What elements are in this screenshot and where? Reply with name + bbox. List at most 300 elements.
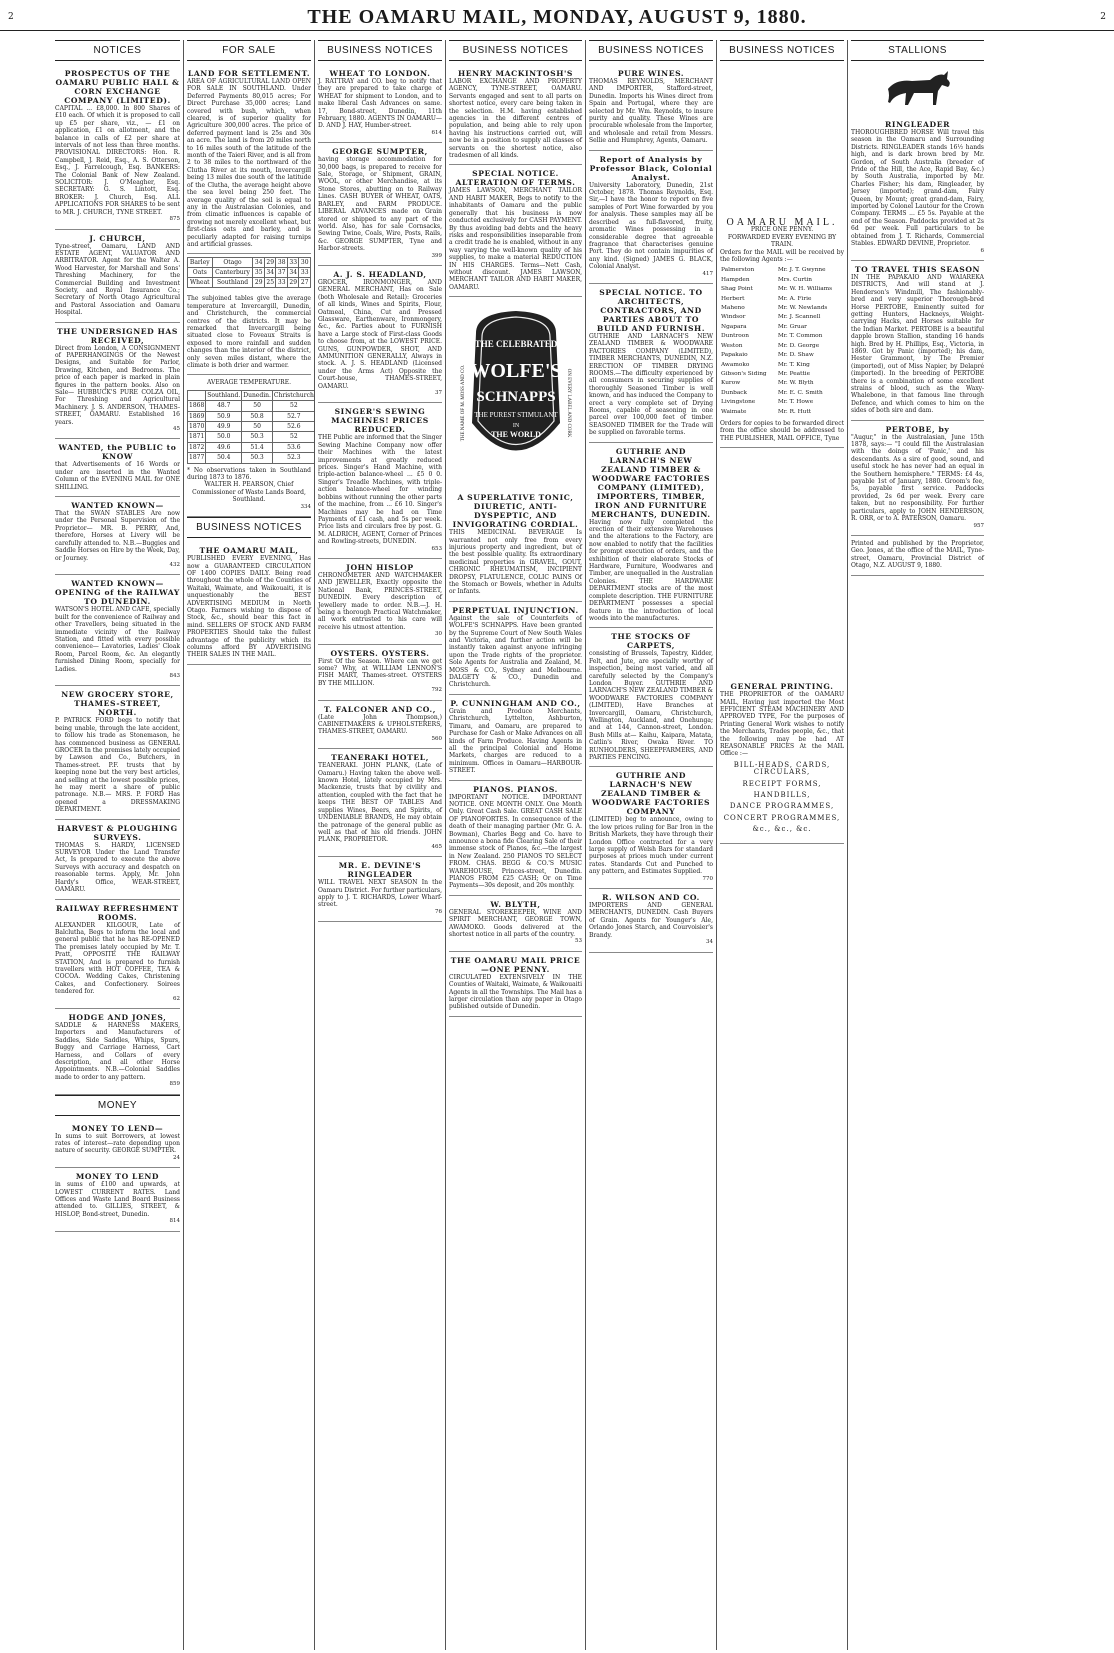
- column-business-3: [314, 40, 445, 1650]
- table-cell: 50.9: [206, 411, 242, 421]
- ad-body: "Augur," in the Australasian, June 15th 1878, says:— "I could fill the Australasian with the doings of 'Panic,' and his descendants. As a sire of good, sound, and useful stock he has never had an equal in the Southern hemisphere." TERMS: £4 4s, payable 1st of January, 1880. Groom's fee, 5s, payable first service. Paddocks provided, 2s 6d per week. Every care taken, but no responsibility. For further particulars, apply to JOHN HENDERSON, R. ORR, or to A. PATERSON, Oamaru.: [851, 433, 984, 523]
- table-cell: Ngapara: [721, 323, 747, 330]
- ad-body: SADDLE & HARNESS MAKERS, Importers and Manufacturers of Saddles, Side Saddles, Whips, Spurs, Buggy and Carriage Harness, Cart Harness, and Collars of every description, and all other Horse Appointments. N.B.—Colonial Saddles made to order to any pattern.: [55, 1021, 180, 1081]
- table-cell: Oats: [188, 268, 213, 278]
- ad-body: ALEXANDER KILGOUR, Late of Balclutha, Begs to inform the local and general public that he has RE-OPENED The premises lately occupied by Mr. T. Pratt, OPPOSITE THE RAILWAY STATION, And is prepared to furnish travellers with HOT COFFEE, TEA & COCOA. Wedding Cakes, Christening Cakes, and Confectionery. Soirees tendered for.: [55, 921, 180, 996]
- table-cell: Mr. A. Firie: [777, 295, 812, 302]
- table-row: [720, 266, 844, 275]
- table-cell: 33: [277, 279, 286, 287]
- ad-ref: 875: [169, 216, 180, 223]
- table-row: [720, 351, 844, 360]
- ad-body: THIS MEDICINAL BEVERAGE Is warranted not only free from every injurious property and ingredient, but of the best possible quality. Its extraordinary medicinal properties in GRAVEL, GOUT, CHRONIC RHEUMATISM, INCIPIENT DROPSY, FLATULENCE, COLIC PAINS Of the Stomach or Bowels, whether in Adults or Infants.: [449, 529, 582, 596]
- table-note: The subjoined tables give the average temperature at Invercargill, Dunedin, and Christchurch, the commercial centres of the districts. It may be remarked that Invercargill being situated close to Foveaux Straits is exposed to more rainfall and sudden changes than the interior of the district, only seven miles distant, where the climate is both drier and warmer.: [187, 291, 311, 375]
- table-row: [720, 285, 844, 294]
- advertisement: [318, 266, 442, 404]
- table-row: [720, 332, 844, 341]
- table-cell: Mr. W. Newlands: [777, 305, 828, 312]
- section-heading-business: BUSINESS NOTICES: [318, 40, 442, 61]
- table-cell: 25: [266, 279, 275, 287]
- table-cell: Kurow: [721, 380, 741, 387]
- advertisement: [449, 695, 582, 781]
- advertisement: [851, 116, 984, 261]
- ad-body: That the SWAN STABLES Are now under the Personal Supervision of the Proprietor— MR. B. PERRY, And, therefore, Horses at Livery will be carefully attended to. N.B.—Buggies and Saddle Horses on Hire by the Week, Day, or Journey.: [55, 510, 180, 562]
- column-for-sale: [183, 40, 314, 1650]
- table-cell: Mr. W. H. Williams: [777, 286, 833, 293]
- ad-ref: 34: [706, 939, 713, 946]
- ad-heading: THE OAMARU MAIL PRICE—ONE PENNY.: [450, 955, 581, 974]
- ad-heading: A SUPERLATIVE TONIC, DIURETIC, ANTI-DYSPEPTIC, AND INVIGORATING CORDIAL.: [452, 493, 579, 530]
- ad-heading: GUTHRIE AND LARNACH'S NEW ZEALAND TIMBER & WOODWARE FACTORIES COMPANY: [591, 771, 711, 817]
- advertisement: [318, 645, 442, 701]
- advertisement: [449, 65, 582, 165]
- table-cell: 53.6: [272, 442, 314, 452]
- advertisement: [449, 952, 582, 1017]
- ad-body: AREA OF AGRICULTURAL LAND OPEN FOR SALE IN SOUTHLAND. Under Deferred Payments 80,015 acres; For Direct Purchase 35,000 acres; Land covered with bush, which, when cleared, is of superior quality for Agriculture 300,000 acres. The price of deferred payment land is 25s and 30s an acre. The land is from 20 miles north to 16 miles south of the latitude of the month of the Taieri River, and is all from 2 to 38 miles to the northward of the Clutha River at its mouth, Invercargill being 13 miles due south of the latitude of the Clutha, the average height above the sea level being 250 feet. The average quality of the soil is equal to any in the Australasian Colonies, and from climatic influences is capable of growing not merely excellent wheat, but first-class oats and barley, and is peculiarly adapted for raising turnips and artificial grasses.: [187, 78, 311, 248]
- table-cell: Southland: [212, 278, 253, 288]
- table-header: Christchurch: [273, 391, 314, 399]
- table-cell: Otago: [212, 258, 253, 268]
- table-cell: Mr. Peattie: [777, 370, 811, 377]
- advertisement: [55, 65, 180, 230]
- ad-heading: JOHN HISLOP: [346, 562, 414, 572]
- printing-body: THE PROPRIETOR of the OAMARU MAIL, Having just imported the Most EFFICIENT STEAM MACHINERY AND APPROVED TYPE, For the purposes of Printing General Work wishes to notify the Merchants, Trades people, &c., that the following may be had AT REASONABLE PRICES At the MAIL Office :—: [720, 691, 844, 758]
- temperature-table: [187, 390, 314, 464]
- table-header: Dunedin.: [243, 391, 271, 399]
- advertisement: [55, 230, 180, 323]
- ad-body: (LIMITED) beg to announce, owing to the low prices ruling for Bar Iron in the British Markets, they have through their London Office contracted for a very large supply of Welsh Bars for standard purposes at prices much under current rates. Standards Cut and Punched to any pattern, and Estimates Supplied.: [589, 816, 713, 876]
- table-row: [720, 342, 844, 351]
- advertisement: [449, 489, 582, 602]
- temperature-signed: WALTER H. PEARSON, Chief Commissioner of Waste Lands Board, Southland.: [192, 481, 306, 504]
- masthead: [0, 0, 1114, 31]
- section-heading-notices: NOTICES: [55, 40, 180, 61]
- table-cell: 52.7: [272, 411, 314, 421]
- ad-body: First Of the Season. Where can we get some? Why, at WILLIAM LENNON'S FISH MART, Thames-street. OYSTERS BY THE MILLION.: [318, 657, 442, 687]
- column-notices: [52, 40, 183, 1650]
- agents-table: [720, 266, 844, 417]
- temperature-footnote: * No observations taken in Southland during 1873 to 1876.: [187, 466, 311, 482]
- ad-heading: W. BLYTH,: [490, 899, 541, 909]
- ad-heading: HARVEST & PLOUGHING SURVEYS.: [57, 823, 178, 842]
- table-row: [188, 422, 315, 432]
- ad-heading: SINGER'S SEWING MACHINES! PRICES REDUCED.: [331, 407, 429, 435]
- ad-heading: P. CUNNINGHAM AND CO.,: [450, 698, 581, 708]
- advertisement: [55, 497, 180, 575]
- advertisement: [318, 701, 442, 750]
- advertisement: [55, 820, 180, 900]
- ad-heading: THE UNDERSIGNED HAS RECEIVED,: [57, 326, 178, 345]
- ad-body: THOMAS S. HARDY, LICENSED SURVEYOR Under the Land Transfer Act, Is prepared to execute the above Surveys with accuracy and despatch on reasonable terms. Apply, Mr. John Hardy's Office, WEAR-STREET, OAMARU.: [55, 841, 180, 894]
- table-row: [720, 313, 844, 322]
- table-header-row: [188, 390, 315, 400]
- table-cell: 52.3: [272, 453, 314, 463]
- ad-body: IMPORTANT NOTICE. IMPORTANT NOTICE. ONE MONTH ONLY. One Month Only. Great Cash Sale. GREAT CASH SALE OF PIANOFORTES. In consequence of the death of their managing partner (Mr. G. A. Bowman), Charles Begg and Co. have to announce a bona fide Clearing Sale of their immense stock of Pianos, &c.—the largest in New Zealand. 250 PIANOS TO SELECT FROM. CHAS. BEGG & CO.'S MUSIC WAREHOUSE, Princes-street, Dunedin. PIANOS FROM £25 CASH; Or on Time Payments—30s deposit, and 20s monthly.: [449, 793, 582, 890]
- ad-heading: WHEAT TO LONDON.: [329, 69, 431, 78]
- mail-forward: FORWARDED EVERY EVENING BY TRAIN.: [727, 233, 837, 249]
- ad-ref: 814: [169, 1218, 180, 1225]
- ad-body: University Laboratory, Dunedin, 21st October, 1878. Thomas Reynolds, Esq. Sir,—I have the honor to report on five samples of Port Wine forwarded by you for analysis. These samples may all be described as full-flavored, fruity, aromatic Wines possessing in a considerable degree that agreeable fragrance that characterises genuine Port. They do not contain impurities of any kind. (Signed) JAMES G. BLACK, Colonial Analyst.: [589, 181, 713, 271]
- table-cell: 1872: [189, 443, 205, 451]
- ad-heading: NEW GROCERY STORE, THAMES-STREET, NORTH.: [61, 690, 174, 718]
- ad-body: having storage accommodation for 30,000 bags, is prepared to receive for Sale, Storage, or Shipment, GRAIN, WOOL, or other Merchandise, at its Stone Stores, abutting on to Railway Lines. CASH BUYER of WHEAT, OATS, BARLEY, and FARM PRODUCE. LIBERAL ADVANCES made on Grain stored or shipped to any part of the world. Also, has for sale Cornsacks, Sewing Twine, Coals, Wire, Posts, Rails, &c. GEORGE SUMPTER, Tyne and Harbor-streets.: [318, 156, 442, 253]
- table-row: [720, 398, 844, 407]
- printing-item: HANDBILLS,: [753, 791, 811, 800]
- ad-body: Grain and Produce Merchants, Christchurch, Lyttelton, Ashburton, Timaru, and Oamaru, are prepared to Purchase for Cash or Make Advances on all kinds of Farm Produce. Having Agents in all the principal Colonial and Home Markets, charges are reduced to a minimum. Offices in Oamaru—HARBOUR-STREET.: [449, 707, 582, 775]
- table-row: [720, 276, 844, 285]
- table-cell: 37: [277, 269, 286, 277]
- ad-body: IN THE PAPAKAIO AND WAIAREKA DISTRICTS, And will stand at J. Henderson's Windmill, The fashionably-bred and very superior Thorough-bred Horse PERTOBE, Eminently suited for getting Hunters, Hackneys, Weight-carrying Hacks, and Horses suitable for the Indian Market. PERTOBE is a beautiful dapple brown Stallion, standing 16 hands high. Bred by H. Phillips, Esq., Victoria, in 1869. Got by Panic (imported); his dam, Hester Grammont, by The Premier (imported), out of Miss Napier, by Delapré (imported). In the breeding of PERTOBE there is a combination of some excellent strains of blood, such as the Waxy-Whalebone, in that famous line through Defence, and which comes to him on the sides of both sire and dam.: [851, 273, 984, 415]
- table-cell: 48.7: [206, 401, 242, 411]
- ad-heading: J. CHURCH,: [89, 233, 146, 243]
- table-cell: Mr. D. Shaw: [777, 352, 814, 359]
- mail-title: OAMARU MAIL.: [726, 217, 838, 228]
- table-cell: 50.8: [242, 411, 273, 421]
- ad-body: THE Public are informed that the Singer Sewing Machine Company now offer their Machines with the latest improvements at greatly reduced prices. Singer's Hand Machine, with triple-action balance-wheel ... £5 0 0. Singer's Treadle Machines, with triple-action balance-wheel for winding bobbins without running the other parts of the machine, from ... £6 10. Singer's Machines may be had on Time Payments of £1 cash, and 5s per week. Price lists and circulars free by post. G. M. ALDRICH, AGENT, Corner of Princes and Rowling-streets, DUNEDIN.: [318, 434, 442, 546]
- ad-body: P. PATRICK FORD begs to notify that being unable, through the late accident, to follow his trade as Stonemason, he has commenced business as GENERAL GROCER In the premises lately occupied by Lawson and Co., Butchers, in Thames-street. P.F. trusts that by keeping none but the very best articles, and selling at the lowest possible prices, he may merit a share of public patronage. N.B.— MRS. P. FORD Has opened a DRESSMAKING DEPARTMENT.: [55, 717, 181, 814]
- table-cell: Maheno: [721, 305, 745, 312]
- ad-body: (Late John Thompson,) CABINETMAKERS & UPHOLSTERERS, THAMES-STREET, OAMARU.: [318, 713, 442, 736]
- ad-ref: 614: [431, 129, 442, 136]
- ad-ref: 62: [173, 995, 180, 1002]
- printing-item: CONCERT PROGRAMMES,: [723, 813, 841, 822]
- table-row: [188, 432, 315, 442]
- ad-body: CHRONOMETER AND WATCHMAKER AND JEWELLER, Exactly opposite the National Bank, PRINCES-STREET, DUNEDIN. Every description of Jewellery made to order. N.B.—J. H. being a thorough Practical Watchmaker, all work entrusted to his care will receive his utmost attention.: [318, 571, 442, 631]
- ad-heading: WANTED KNOWN—: [71, 501, 164, 511]
- section-heading-business: BUSINESS NOTICES: [589, 40, 713, 61]
- advertisement: [55, 686, 180, 819]
- mail-price: PRICE ONE PENNY.: [750, 226, 814, 234]
- table-cell: 38: [277, 259, 286, 267]
- ad-body: consisting of Brussels, Tapestry, Kidder, Felt, and Jute, are specially worthy of inspection, being most varied, and all carefully selected by the Company's London Buyer. GUTHRIE AND LARNACH'S NEW ZEALAND TIMBER & WOODWARE FACTORIES COMPANY (LIMITED), Have Branches at Invercargill, Oamaru, Christchurch, Wellington, Auckland, and Onehunga; and at 144, Cannon-street, London. Bush Mills at— Kaihu, Kaipara, Matata, Catlin's River, Owaka River. TO RUNHOLDERS, SHEEPFARMERS, AND PARTIES FENCING.: [589, 650, 713, 761]
- ad-heading: WANTED, the PUBLIC to KNOW: [58, 443, 177, 462]
- table-cell: Gibson's Siding: [721, 370, 767, 377]
- logo-side-text: ON EVERY LABEL AND CORK: [565, 368, 571, 438]
- ad-body: PUBLISHED EVERY EVENING, Has now a GUARANTEED CIRCULATION OF 1400 COPIES DAILY. Being read throughout the whole of the Counties of Waitaki, Waimate, and Waikouaiti, it is unquestionably the BEST ADVERTISING MEDIUM in North Otago. Farmers wishing to dispose of Stock, &c., should bear this fact in mind. SELLERS OF STOCK AND FARM PROPERTIES Should take the fullest advantage of the publicity which its columns afford BY ADVERTISING THEIR SALES IN THE MAIL.: [187, 555, 311, 659]
- table-cell: 30: [300, 259, 309, 267]
- ad-ref: 859: [169, 1081, 180, 1088]
- ad-heading: THE OAMARU MAIL,: [199, 546, 299, 556]
- advertisement: [55, 900, 180, 1009]
- ad-body: Having now fully completed the erection of their extensive Warehouses and the alterations to the Factory, are now enabled to notify that the facilities for prompt execution of orders, and the exhibition of their elaborate Stocks of Hardware, Furniture, Woodwares and Timber, are unequalled in the Australian Colonies. THE HARDWARE DEPARTMENT stocks are of the most complete description. THE FURNITURE DEPARTMENT possesses a special feature in the introduction of local woods into the manufactures.: [589, 518, 713, 622]
- printing-item: RECEIPT FORMS,: [742, 779, 822, 788]
- ad-body: GENERAL STOREKEEPER, WINE AND SPIRIT MERCHANT, GEORGE TOWN, AWAMOKO. Goods delivered at the shortest notice in all parts of the country.: [449, 908, 582, 939]
- mail-circulation-ad: [187, 542, 311, 665]
- wolfes-schnapps-logo: [456, 303, 576, 483]
- table-cell: Mr. D. George: [777, 342, 820, 349]
- table-cell: Mr. J. Scannell: [777, 314, 821, 321]
- page-number-left: 2: [8, 12, 14, 22]
- table-header: [188, 390, 206, 400]
- ad-ref: 957: [973, 522, 984, 529]
- advertisement: [318, 65, 442, 143]
- table-row: [188, 453, 315, 463]
- table-cell: 29: [254, 279, 263, 287]
- ad-heading: RINGLEADER: [885, 120, 950, 129]
- section-heading-business: BUSINESS NOTICES: [720, 40, 844, 61]
- table-cell: 50.3: [242, 432, 273, 442]
- oamaru-mail-agents-ad: [720, 215, 844, 448]
- table-row: [720, 323, 844, 332]
- logo-text: THE WORLD: [490, 430, 541, 440]
- column-business-6: [716, 40, 847, 1650]
- table-cell: 51.4: [242, 442, 273, 452]
- ad-ref: 792: [431, 687, 442, 694]
- ad-ref: 6: [980, 247, 984, 254]
- table-cell: Windsor: [721, 314, 746, 321]
- ad-ref: 417: [702, 270, 713, 277]
- table-cell: 34: [289, 269, 298, 277]
- advertisement: [318, 749, 442, 857]
- table-cell: Mr. T. Common: [777, 333, 823, 340]
- advertisement: [589, 151, 713, 284]
- table-cell: 52: [272, 432, 314, 442]
- advertisement: [318, 403, 442, 559]
- ad-heading: PIANOS. PIANOS.: [473, 784, 558, 794]
- logo-text: THE PUREST STIMULANT: [473, 411, 558, 420]
- horse-illustration: [878, 65, 958, 113]
- table-cell: Barley: [188, 258, 213, 268]
- table-row: [720, 370, 844, 379]
- ad-ref: 432: [169, 561, 180, 568]
- column-business-5: [585, 40, 716, 1650]
- table-cell: 34: [254, 259, 263, 267]
- ad-ref: 653: [431, 545, 442, 552]
- table-cell: 49.9: [206, 422, 242, 432]
- table-row: [188, 258, 311, 268]
- general-printing-ad: [720, 678, 844, 844]
- advertisement: [55, 439, 180, 497]
- ad-heading: PURE WINES.: [617, 69, 685, 78]
- advertisement: [449, 896, 582, 952]
- advertisement: [55, 1009, 180, 1095]
- advertisement: [589, 65, 713, 151]
- table-cell: Mr. T. Howe: [777, 399, 814, 406]
- ad-body: LABOR EXCHANGE AND PROPERTY AGENCY, TYNE-STREET, OAMARU. Servants engaged and sent to all parts on shortest notice, every care being taken in the selection. H.M. having established agencies in the different centres of population, and being able to rely upon having his instructions carried out, will now be in a position to supply all classes of servants on the shortest notice, also tradesmen of all kinds.: [449, 78, 582, 160]
- table-cell: 50: [242, 422, 273, 432]
- advertisement: [589, 284, 713, 443]
- table-row: [188, 411, 315, 421]
- advertisement: [449, 165, 582, 297]
- ad-heading: OYSTERS. OYSTERS.: [330, 648, 430, 658]
- logo-side-text: THE NAME OF M. MOSS AND CO.: [460, 364, 466, 442]
- ad-ref: 770: [702, 875, 713, 882]
- ad-heading: Report of Analysis by Professor Black, Colonial Analyst.: [589, 154, 713, 182]
- table-cell: Shag Point: [721, 286, 753, 293]
- advertisement: [318, 857, 442, 922]
- table-row: [720, 295, 844, 304]
- ad-heading: T. FALCONER AND CO.,: [323, 704, 437, 714]
- table-cell: 29: [289, 279, 298, 287]
- table-cell: 1868: [189, 402, 205, 410]
- advertisement: [318, 143, 442, 266]
- ad-ref: 24: [173, 1154, 180, 1161]
- advertisement: [55, 1168, 180, 1231]
- table-row: [188, 278, 311, 288]
- table-cell: Dunback: [721, 389, 748, 396]
- table-row: [720, 361, 844, 370]
- table-cell: Weston: [721, 342, 743, 349]
- printing-heading: GENERAL PRINTING.: [730, 682, 834, 692]
- ad-ref: 45: [173, 426, 180, 433]
- ad-ref: 560: [431, 735, 442, 742]
- table-cell: Mr. R. Hutt: [777, 408, 812, 415]
- section-heading-business: BUSINESS NOTICES: [187, 517, 311, 538]
- ad-body: WATSON'S HOTEL AND CAFE, specially built for the convenience of Railway and other Travellers, being situated in the immediate vicinity of the Railway Station, and fitted with every possible convenience— Lavatories, Ladies' Cloak Room, Parcel Room, &c. An elegantly furnished Dining Room, specially for Ladies.: [55, 606, 180, 673]
- logo-text: WOLFE'S: [469, 360, 562, 383]
- advertisement: [449, 781, 582, 896]
- table-cell: 49.6: [206, 442, 242, 452]
- ad-ref: 76: [435, 908, 442, 915]
- advertisement: [55, 323, 180, 440]
- table-cell: Awamoko: [721, 361, 750, 368]
- ad-body: GROCER, IRONMONGER, AND GENERAL MERCHANT, Has on Sale (both Wholesale and Retail): Groceries of all kinds, Wines and Spirits, Flour, Oatmeal, China, Cut and Pressed Glassware, Earthenware, Ironmongery, &c., &c. Parties about to FURNISH have a Large stock of First-class Goods to choose from, at the LOWEST PRICE. GUNS, GUNPOWDER, SHOT, AND AMMUNITION GENERALLY, Always in stock. A. J. S. HEADLAND (Licensed under the Arms Act) Opposite the Court-house, THAMES-STREET, OAMARU.: [318, 278, 442, 390]
- ad-body: IMPORTERS AND GENERAL MERCHANTS, DUNEDIN. Cash Buyers of Grain. Agents for Younger's Ale, Orlando Jones Starch, and Courvoisier's Brandy.: [589, 902, 713, 939]
- ad-ref: 30: [435, 631, 442, 638]
- table-cell: Hampden: [721, 276, 750, 283]
- column-business-4: [445, 40, 585, 1650]
- ad-body: TEANERAKI. JOHN PLANK, (Late of Oamaru.) Having taken the above well-known Hotel, lately occupied by Mrs. Mackenzie, trusts that by civility and attention, coupled with the fact that he keeps THE BEST OF TABLES And supplies Wines, Beers, and Spirits, of UNDENIABLE BRANDS, He may obtain the patronage of the general public as well as that of his old friends. JOHN PLANK, PROPRIETOR.: [318, 762, 442, 844]
- table-row: [720, 408, 844, 417]
- table-cell: 34: [266, 269, 275, 277]
- ad-heading: A. J. S. HEADLAND,: [333, 269, 427, 279]
- table-cell: 50.4: [206, 453, 242, 463]
- temperature-title: AVERAGE TEMPERATURE.: [206, 379, 291, 387]
- ad-body: THOROUGHBRED HORSE Will travel this season in the Oamaru and Surrounding Districts. RINGLEADER stands 16½ hands high, and is dark brown bred by Mr. Gordon, of South Australia (breeder of Pride of the Hill, the Ace, Rapid Bay, &c.) by South Australia, imported by Mr. Charles Fisher; his dam, Ringleader, by Jersey (imported); grand-dam, Fairy Queen, by Mount; great grand-dam, Fairy, imported by Colonel Lautour for the Crown Company. TERMS ... £5 5s. Payable at the end of the Season. Paddocks provided at 2s 6d per week. Full particulars to be obtained from J. T. Richards, Commercial Stables. EDWARD DEVINE, Proprietor.: [851, 129, 984, 248]
- section-heading-business: BUSINESS NOTICES: [449, 40, 582, 61]
- advertisement: [449, 602, 582, 695]
- advertisement: [55, 575, 180, 686]
- ad-ref: 465: [431, 843, 442, 850]
- table-cell: Papakaio: [721, 352, 748, 359]
- section-heading-stallions: STALLIONS: [851, 40, 984, 61]
- table-cell: 52: [272, 401, 314, 411]
- page-number-right: 2: [1100, 12, 1106, 22]
- ad-heading: TEANERAKI HOTEL,: [331, 753, 429, 763]
- mail-agents-intro: Orders for the MAIL will be received by the following Agents :—: [720, 248, 844, 264]
- ad-body: THOMAS REYNOLDS, MERCHANT AND IMPORTER, Stafford-street, Dunedin. Imports his Wines direct from Spain and Portugal, where they are selected by Mr. Wm. Reynolds, to insure purity and quality. These Wines are procurable wholesale from the Importer, and wholesale and retail from Messrs. Sellie and Humphrey, Agents, Oamaru.: [589, 78, 713, 145]
- newspaper-title: THE OAMARU MAIL, MONDAY, AUGUST 9, 1880.: [307, 6, 807, 28]
- ad-heading: SPECIAL NOTICE. ALTERATION OF TERMS.: [455, 169, 576, 188]
- printing-item: DANCE PROGRAMMES,: [729, 802, 835, 811]
- ad-body: Direct from London, A CONSIGNMENT of PAPERHANGINGS Of the Newest Designs, and Suitable for Parlor, Drawing, Kitchen, and Bedrooms. The price of each paper is marked in plain figures in the pattern books. Also on Sale— HUBBUCK'S PURE COLZA OIL, For Threshing and Agricultural Machinery. J. S. ANDERSON, THAMES-STREET, OAMARU. Established 16 years.: [55, 344, 180, 426]
- table-cell: Herbert: [721, 295, 745, 302]
- ad-heading: LAND FOR SETTLEMENT.: [187, 69, 311, 78]
- advertisement: [851, 261, 984, 421]
- yield-table: [187, 257, 311, 288]
- table-cell: Mr. T. King: [777, 361, 810, 368]
- page-columns: [52, 40, 1107, 1650]
- table-row: [720, 304, 844, 313]
- advertisement: [318, 559, 442, 645]
- ad-body: GUTHRIE AND LARNACH'S NEW ZEALAND TIMBER & WOODWARE FACTORIES COMPANY (LIMITED), TIMBER MERCHANTS, DUNEDIN, N.Z. ERECTION OF TIMBER DRYING ROOMS.—The difficulty experienced by all consumers in securing supplies of thoroughly Seasoned Timber is well known, and has induced the Company to erect a very complete set of Drying Rooms, capable of seasoning in one parcel over 100,000 feet of timber. SEASONED TIMBER for the Trade will be supplied on favorable terms.: [589, 332, 713, 437]
- ad-heading: PERPETUAL INJUNCTION.: [452, 605, 579, 615]
- table-cell: 35: [254, 269, 263, 277]
- table-cell: Mr. E. C. Smith: [777, 389, 823, 396]
- ad-heading: PERTOBE, by: [885, 424, 950, 434]
- ad-ref: 399: [431, 252, 442, 259]
- ad-body: CIRCULATED EXTENSIVELY IN THE Counties of Waitaki, Waimate, & Waikouaiti Agents in all the Townships. The Mail has a larger circulation than any paper in Otago published outside of Dunedin.: [449, 973, 582, 1011]
- temperature-block: [187, 375, 314, 517]
- ad-heading: GEORGE SUMPTER,: [332, 147, 428, 157]
- printing-item: BILL-HEADS, CARDS, CIRCULARS,: [733, 760, 831, 777]
- table-cell: 50.3: [242, 453, 273, 463]
- ad-ref: 334: [300, 503, 311, 510]
- advertisement: [851, 421, 984, 536]
- table-cell: Mr. Gruar: [777, 323, 807, 330]
- table-cell: Duntroon: [721, 333, 749, 340]
- ad-heading: RAILWAY REFRESHMENT ROOMS.: [56, 903, 179, 922]
- logo-text: IN: [512, 423, 519, 430]
- ad-body: In sums to suit Borrowers, at lowest rates of interest—rate depending upon nature of security. GEORGE SUMPTER.: [55, 1132, 180, 1155]
- table-cell: Mr. J. T. Gwynne: [777, 267, 826, 274]
- advertisement: [589, 628, 713, 767]
- ad-heading: WANTED KNOWN—OPENING of the RAILWAY TO DUNEDIN.: [55, 579, 180, 607]
- ad-heading: MONEY TO LEND: [75, 1172, 160, 1182]
- section-heading-for-sale: FOR SALE: [187, 40, 311, 61]
- ad-heading: R. WILSON AND CO.: [602, 893, 700, 903]
- table-cell: Mr. W. Blyth: [777, 380, 814, 387]
- ad-heading: GUTHRIE AND LARNACH'S NEW ZEALAND TIMBER & WOODWARE FACTORIES COMPANY (LIMITED), IMPORTERS, TIMBER, IRON AND FURNITURE MERCHANTS, DUNEDIN.: [591, 446, 711, 519]
- table-cell: Mrs. Curtin: [777, 276, 813, 283]
- table-cell: Waimate: [721, 408, 747, 415]
- table-cell: 1877: [189, 454, 205, 462]
- ad-heading: MR. E. DEVINE'S RINGLEADER: [338, 861, 422, 880]
- table-cell: 52.6: [272, 422, 314, 432]
- ad-heading: HENRY MACKINTOSH'S: [457, 69, 573, 78]
- imprint: Printed and published by the Proprietor, Geo. Jones, at the office of the MAIL, Tyne-street, Oamaru, Provincial District of Otago, N.Z. AUGUST 9, 1880.: [851, 536, 984, 576]
- ad-ref: 37: [435, 390, 442, 397]
- mail-foot: Orders for copies to be forwarded direct from the office should be addressed to THE PUBLISHER, MAIL OFFICE, Tyne: [720, 419, 844, 442]
- table-cell: Canterbury: [212, 268, 253, 278]
- table-cell: Livingstone: [721, 399, 756, 406]
- table-cell: 50: [242, 401, 273, 411]
- table-row: [720, 379, 844, 388]
- ad-body: Against the sale of Counterfeits of WOLFE'S SCHNAPPS. Have been granted by the Supreme Court of New South Wales and Victoria, and further action will be instantly taken against anyone infringing upon the Trade rights of the proprietor. Sole Agents for Australia and Zealand, M. MOSS & CO., Sydney and Melbourne. DALGETY & CO., Dunedin and Christchurch.: [449, 614, 582, 689]
- printing-item: &c., &c., &c.: [752, 825, 812, 834]
- column-stallions: [847, 40, 987, 1650]
- table-cell: Palmerston: [721, 267, 755, 274]
- ad-ref: 843: [169, 672, 180, 679]
- ad-heading: PROSPECTUS OF THE OAMARU PUBLIC HALL & CORN EXCHANGE COMPANY (LIMITED).: [55, 69, 180, 105]
- ad-body: CAPITAL ... £8,000. In 800 Shares of £10 each. Of which it is proposed to call up £5 per share, viz., — £1 on application, £1 on allotment, and the balance in calls of £2 per share at intervals of not less than three months. PROVISIONAL DIRECTORS: Hon. R. Campbell, J. Reid, Esq., A. S. Otterson, Esq., J. Farrelcough, Esq. BANKERS: The Colonial Bank of New Zealand. SOLICITOR: J. O'Meagher, Esq. SECRETARY: G. S. Lintott, Esq. BROKER: J. Church, Esq. ALL APPLICATIONS FOR SHARES to be sent to MR. J. CHURCH, TYNE STREET.: [55, 105, 180, 216]
- table-cell: 33: [300, 269, 309, 277]
- advertisement: [187, 65, 311, 254]
- ad-heading: HODGE AND JONES,: [68, 1012, 167, 1022]
- ad-body: JAMES LAWSON, MERCHANT TAILOR AND HABIT MAKER, Begs to notify to the inhabitants of Oamaru and the public generally that his business is now conducted exclusively for CASH PAYMENT. By thus avoiding bad debts and the heavy risks and responsibilities inseparable from a credit trade he is enabled, without in any way varying the well-known quality of his supplies, to make a material REDUCTION IN HIS CHARGES. Terms—Nett Cash, without discount. JAMES LAWSON, MERCHANT TAILOR AND HABIT MAKER, OAMARU.: [449, 187, 582, 291]
- table-row: [188, 268, 311, 278]
- advertisement: [589, 889, 713, 952]
- ad-body: WILL TRAVEL NEXT SEASON In the Oamaru District. For further particulars, apply to J. T. RICHARDS, Lower Wharf-street.: [318, 879, 442, 909]
- logo-text: SCHNAPPS: [475, 389, 556, 406]
- ad-heading: TO TRAVEL THIS SEASON: [854, 264, 981, 274]
- logo-text: THE CELEBRATED: [474, 339, 557, 350]
- ad-body: in sums of £100 and upwards, at LOWEST CURRENT RATES. Land Offices and Waste Land Board Business attended to. GILLIES, STREET, & HISLOP, Bond-street, Dunedin.: [55, 1181, 180, 1218]
- table-header: Southland.: [207, 391, 241, 399]
- section-heading-money: MONEY: [55, 1095, 180, 1116]
- ad-body: that Advertisements of 16 Words or under are inserted in the Wanted Column of the EVENING MAIL for ONE SHILLING.: [55, 461, 180, 491]
- table-row: [188, 401, 315, 411]
- advertisement: [55, 1120, 180, 1169]
- table-cell: 1869: [189, 412, 205, 420]
- table-cell: 33: [289, 259, 298, 267]
- ad-heading: SPECIAL NOTICE. TO ARCHITECTS, CONTRACTORS, AND PARTIES ABOUT TO BUILD AND FURNISH.: [596, 287, 706, 333]
- table-cell: 27: [300, 279, 309, 287]
- ad-ref: 53: [575, 938, 582, 945]
- table-cell: 1870: [189, 423, 205, 431]
- ad-heading: MONEY TO LEND—: [71, 1123, 164, 1133]
- table-row: [188, 442, 315, 452]
- advertisement: [589, 443, 713, 629]
